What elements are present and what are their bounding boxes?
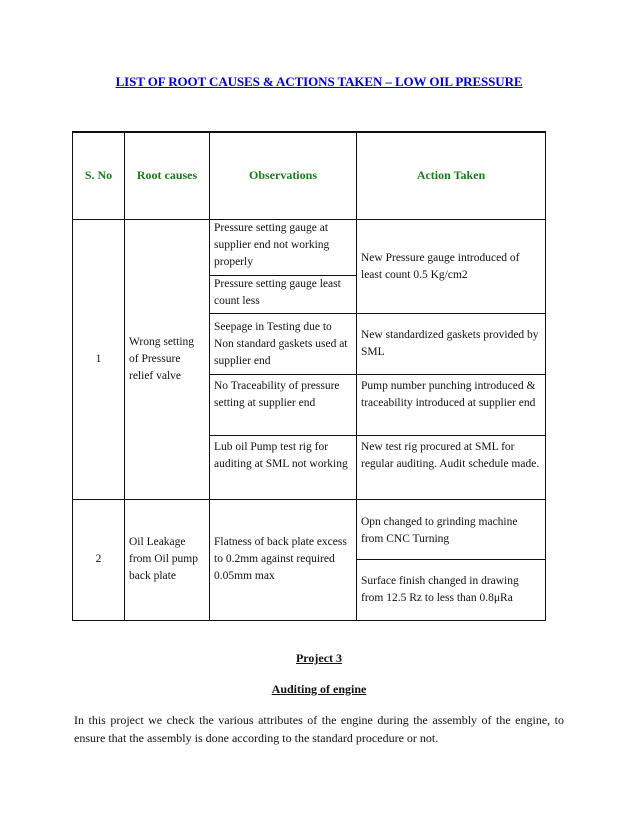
observation-cell: No Traceability of pressure setting at supplier end	[210, 374, 357, 435]
header-action-taken: Action Taken	[357, 132, 546, 219]
project-title: Project 3	[295, 651, 343, 665]
action-cell: New Pressure gauge introduced of least count 0.5 Kg/cm2	[357, 219, 546, 313]
root-cause-cell: Wrong setting of Pressure relief valve	[125, 219, 210, 499]
root-causes-table	[72, 131, 546, 621]
root-cause-cell: Oil Leakage from Oil pump back plate	[125, 499, 210, 621]
action-cell: New standardized gaskets provided by SML	[357, 314, 546, 375]
table-row	[73, 219, 546, 276]
project-subtitle: Auditing of engine	[271, 682, 367, 696]
action-cell: New test rig procured at SML for regular auditing. Audit schedule made.	[357, 435, 546, 499]
observation-cell: Seepage in Testing due to Non standard gaskets used at supplier end	[210, 314, 357, 375]
action-cell: Opn changed to grinding machine from CNC Turning	[357, 499, 546, 560]
header-root-causes: Root causes	[125, 132, 210, 219]
observation-cell: Pressure setting gauge least count less	[210, 276, 357, 314]
action-cell: Surface finish changed in drawing from 12.5 Rz to less than 0.8μRa	[357, 560, 546, 621]
table-header-row	[73, 132, 546, 219]
document-title: LIST OF ROOT CAUSES & ACTIONS TAKEN – LOW OIL PRESSURE	[115, 74, 523, 89]
sno-cell: 1	[73, 219, 125, 499]
sno-cell: 2	[73, 499, 125, 621]
observation-cell: Flatness of back plate excess to 0.2mm against required 0.05mm max	[210, 499, 357, 621]
table-row	[73, 499, 546, 560]
header-sno: S. No	[73, 132, 125, 219]
observation-cell: Lub oil Pump test rig for auditing at SML not working	[210, 435, 357, 499]
action-cell: Pump number punching introduced & traceability introduced at supplier end	[357, 374, 546, 435]
header-observations: Observations	[210, 132, 357, 219]
observation-cell: Pressure setting gauge at supplier end not working properly	[210, 219, 357, 276]
body-paragraph: In this project we check the various attributes of the engine during the assembly of the engine, to ensure that the assembly is done according to the standard procedure or not.	[74, 713, 564, 745]
